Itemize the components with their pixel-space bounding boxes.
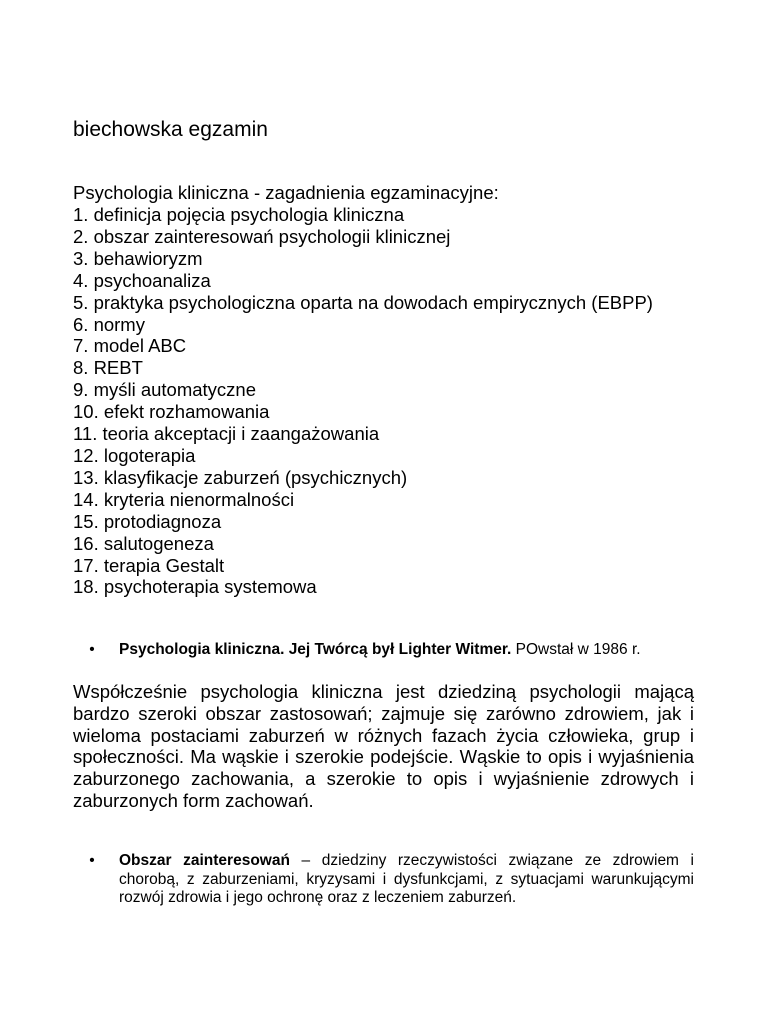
topic-item: 10. efekt rozhamowania (73, 401, 270, 423)
topic-item: 13. klasyfikacje zaburzeń (psychicznych) (73, 466, 408, 488)
bullet-scope-text (119, 852, 694, 908)
bullet-definition-body: POwstał w 1986 r. (511, 641, 641, 658)
bullet-definition-heading: Psychologia kliniczna. Jej Twórcą był Lighter Witmer. (119, 641, 512, 658)
bullet-definition-text (119, 641, 694, 660)
topic-item: 4. psychoanaliza (73, 269, 211, 291)
definition-paragraph: Współcześnie psychologia kliniczna jest dziedziną psychologii mającą bardzo szeroki obszar zastosowań; zajmuje się zarówno zdrowiem, jak i wieloma postaciami zaburzeń w różnych fazach życia człowieka, grup i społeczności. Ma wąskie i szerokie podejście. Wąskie to opis i wyjaśnienia zaburzonego zachowania, a szerokie to opis i wyjaśnienie zdrowych i zaburzonych form zachowań. (73, 681, 694, 811)
bullet-scope-body: – dziedziny rzeczywistości związane ze zdrowiem i chorobą, z zaburzeniami, kryzysami i dysfunkcjami, z sytuacjami warunkującymi rozwój zdrowia i jego ochronę oraz z leczeniem zaburzeń. (119, 852, 694, 906)
topic-item: 16. salutogeneza (73, 532, 214, 554)
topic-item: 1. definicja pojęcia psychologia kliniczna (73, 204, 405, 225)
topic-item: 6. normy (73, 313, 145, 335)
exam-topics-list (73, 204, 694, 598)
topic-item: 18. psychoterapia systemowa (73, 576, 317, 598)
topic-item: 12. logoterapia (73, 444, 196, 466)
topic-item: 15. protodiagnoza (73, 510, 222, 532)
bullet-scope (73, 852, 694, 908)
topic-item: 7. model ABC (73, 335, 187, 357)
topic-item: 9. myśli automatyczne (73, 379, 257, 401)
bullet-marker: • (89, 852, 95, 869)
topic-item: 17. terapia Gestalt (73, 554, 225, 576)
topic-item: 2. obszar zainteresowań psychologii klinicznej (73, 225, 451, 247)
bullet-scope-heading: Obszar zainteresowań (119, 852, 290, 869)
topic-item: 3. behawioryzm (73, 247, 203, 269)
topic-item: 11. teoria akceptacji i zaangażowania (73, 423, 380, 445)
exam-topics-heading: Psychologia kliniczna - zagadnienia egzaminacyjne: (73, 182, 499, 203)
bullet-marker: • (89, 641, 95, 658)
document-title: biechowska egzamin (73, 118, 268, 141)
topic-item: 14. kryteria nienormalności (73, 488, 295, 510)
bullet-definition (73, 641, 694, 660)
topic-item: 8. REBT (73, 357, 143, 379)
topic-item: 5. praktyka psychologiczna oparta na dowodach empirycznych (EBPP) (73, 291, 653, 313)
